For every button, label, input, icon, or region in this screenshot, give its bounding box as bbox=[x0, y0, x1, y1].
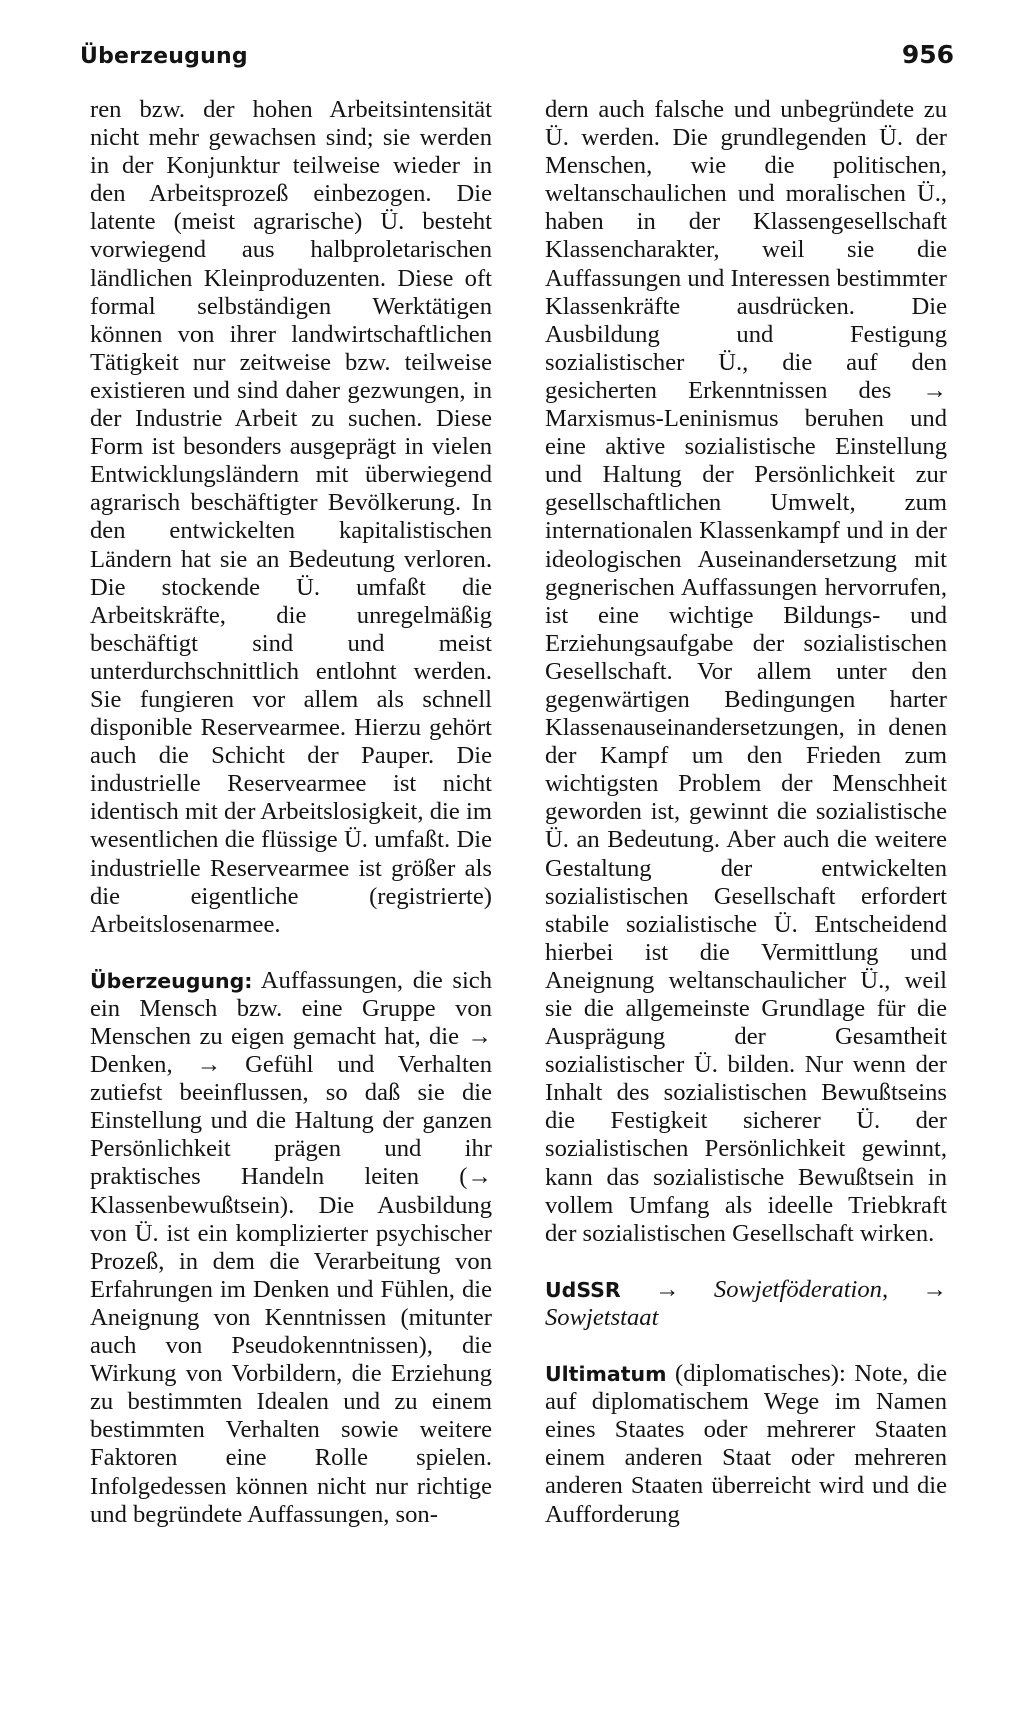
entry-ueberzeugung bbox=[90, 967, 492, 1529]
page-header bbox=[0, 0, 1024, 100]
headword-ueberzeugung: Überzeugung: bbox=[90, 968, 253, 993]
entry-udssr-text: → Sowjetföderation, → Sowjetstaat bbox=[545, 1275, 947, 1331]
entry-continuation-left: ren bzw. der hohen Arbeitsintensität nicht mehr gewachsen sind; sie werden in der Konjunktur teilweise wieder in den Arbeitsprozeß einbezogen. Die latente (meist agrarische) Ü. besteht vorwiegend aus halbproletarischen ländlichen Kleinproduzenten. Diese oft formal selbständigen Werktätigen können von ihrer landwirtschaftlichen Tätigkeit nur zeitweise bzw. teilweise existieren und sind daher gezwungen, in der Industrie Arbeit zu suchen. Diese Form ist besonders ausgeprägt in vielen Entwicklungsländern mit überwiegend agrarisch beschäftigter Bevölkerung. In den entwickelten kapitalistischen Ländern hat sie an Bedeutung verloren. Die stockende Ü. umfaßt die Arbeitskräfte, die unregelmäßig beschäftigt sind und meist unterdurchschnittlich entlohnt werden. Sie fungieren vor allem als schnell disponible Reservearmee. Hierzu gehört auch die Schicht der Pauper. Die industrielle Reservearmee ist nicht identisch mit der Arbeitslosigkeit, die im wesentlichen die flüssige Ü. umfaßt. Die industrielle Reservearmee ist größer als die eigentliche (registrierte) Arbeitslosenarmee. bbox=[90, 96, 492, 938]
entry-ueberzeugung-text: Auffassungen, die sich ein Mensch bzw. eine Gruppe von Menschen zu eigen gemacht hat, die → Denken, → Gefühl und Verhalten zutiefst beeinflussen, so daß sie die Einstellung und die Haltung der ganzen Persönlichkeit prägen und ihr praktisches Handeln leiten (→ Klassenbewußtsein). Die Ausbildung von Ü. ist ein komplizierter psychischer Prozeß, in dem die Verarbeitung von Erfahrungen im Denken und Fühlen, die Aneignung von Kenntnissen (mitunter auch von Pseudokenntnissen), die Wirkung von Vorbildern, die Erziehung zu bestimmten Idealen und zu einem bestimmten Verhalten sowie weitere Faktoren eine Rolle spielen. Infolgedessen können nicht nur richtige und begründete Auffassungen, son- bbox=[90, 966, 493, 1528]
entry-udssr bbox=[545, 1276, 947, 1332]
left-column bbox=[90, 96, 492, 1529]
entry-ultimatum bbox=[545, 1360, 947, 1529]
headword-ultimatum: Ultimatum bbox=[545, 1362, 667, 1387]
running-head-keyword: Überzeugung bbox=[80, 44, 248, 69]
entry-continuation-right: dern auch falsche und unbegründete zu Ü. werden. Die grundlegenden Ü. der Menschen, wie die politischen, weltanschaulichen und moralischen Ü., haben in der Klassengesellschaft Klassencharakter, weil sie die Auffassungen und Interessen bestimmter Klassenkräfte ausdrücken. Die Ausbildung und Festigung sozialistischer Ü., die auf den gesicherten Erkenntnissen des → Marxismus-Leninismus beruhen und eine aktive sozialistische Einstellung und Haltung der Persönlichkeit zur gesellschaftlichen Umwelt, zum internationalen Klassenkampf und in der ideologischen Auseinandersetzung mit gegnerischen Auffassungen hervorrufen, ist eine wichtige Bildungs- und Erziehungsaufgabe der sozialistischen Gesellschaft. Vor allem unter den gegenwärtigen Bedingungen harter Klassenauseinandersetzungen, in denen der Kampf um den Frieden zum wichtigsten Problem der Menschheit geworden ist, gewinnt die sozialistische Ü. an Bedeutung. Aber auch die weitere Gestaltung der entwickelten sozialistischen Gesellschaft erfordert stabile sozialistische Ü. Entscheidend hierbei ist die Vermittlung und Aneignung weltanschaulicher Ü., weil sie die allgemeinste Grundlage für die Ausprägung der Gesamtheit sozialistischer Ü. bilden. Nur wenn der Inhalt des sozialistischen Bewußtseins die Festigkeit sicherer Ü. der sozialistischen Persönlichkeit gewinnt, kann das sozialistische Bewußtsein in vollem Umfang als ideelle Triebkraft der sozialistischen Gesellschaft wirken. bbox=[545, 96, 947, 1247]
right-column bbox=[545, 96, 947, 1529]
page-number: 956 bbox=[901, 40, 954, 69]
entry-ultimatum-text: (diplomatisches): Note, die auf diplomatischem Wege im Namen eines Staates oder mehrerer Staaten einem anderen Staat oder mehreren anderen Staaten überreicht wird und die Aufforderung bbox=[545, 1360, 947, 1528]
headword-udssr: UdSSR bbox=[545, 1277, 621, 1302]
